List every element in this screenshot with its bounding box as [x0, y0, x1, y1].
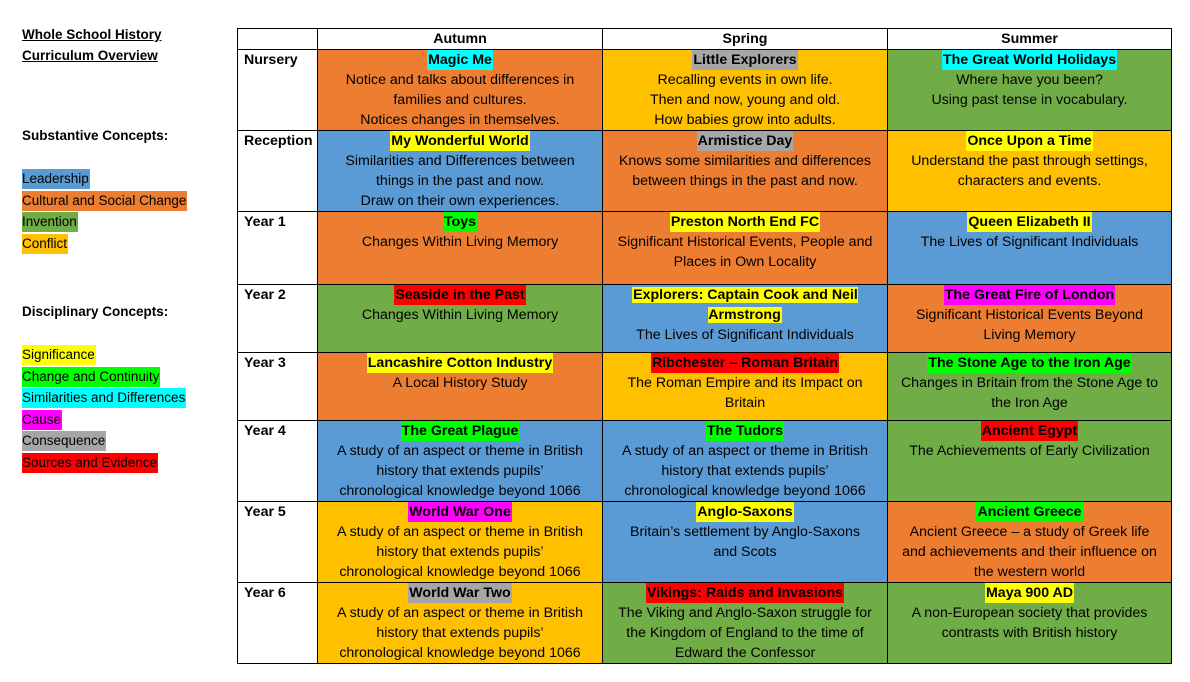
cell-year2-spring — [603, 285, 888, 353]
cell-year4-summer — [888, 421, 1172, 502]
topic-desc: Where have you been? — [956, 72, 1103, 88]
topic-desc: The Lives of Significant Individuals — [636, 327, 854, 343]
topic-desc: Changes Within Living Memory — [361, 307, 559, 323]
topic-title: Once Upon a Time — [967, 133, 1092, 149]
topic-desc: chronological knowledge beyond 1066 — [624, 483, 866, 499]
topic-title: Magic Me — [428, 52, 492, 68]
legend-consequence: Consequence — [22, 431, 106, 451]
corner-cell — [238, 29, 318, 50]
cell-year6-spring — [603, 583, 888, 664]
topic-title: Armistice Day — [697, 133, 793, 149]
cell-year1-summer — [888, 212, 1172, 285]
substantive-legend — [22, 169, 187, 255]
topic-desc: A study of an aspect or theme in British — [336, 524, 584, 540]
cell-year3-summer — [888, 353, 1172, 421]
topic-desc: The Achievements of Early Civilization — [909, 443, 1150, 459]
row-label: Year 5 — [238, 502, 318, 583]
table-row — [238, 502, 1172, 583]
topic-desc: between things in the past and now. — [632, 173, 858, 189]
topic-desc: How babies grow into adults. — [654, 112, 836, 128]
legend-leadership: Leadership — [22, 169, 90, 189]
topic-desc: Edward the Confessor — [674, 645, 816, 661]
topic-desc: history that extends pupils’ — [661, 463, 829, 479]
row-label: Reception — [238, 131, 318, 212]
topic-desc: Then and now, young and old. — [649, 92, 841, 108]
cell-reception-autumn — [318, 131, 603, 212]
legend-conflict: Conflict — [22, 234, 68, 254]
disciplinary-legend — [22, 345, 186, 475]
table-row — [238, 583, 1172, 664]
table-row — [238, 50, 1172, 131]
disciplinary-concepts-heading: Disciplinary Concepts: — [22, 304, 169, 319]
topic-desc: Knows some similarities and differences — [618, 153, 872, 169]
topic-title: The Tudors — [706, 423, 784, 439]
topic-desc: The Viking and Anglo-Saxon struggle for — [618, 605, 872, 621]
topic-desc: Notices changes in themselves. — [360, 112, 560, 128]
topic-title: Ribchester – Roman Britain — [651, 355, 839, 371]
topic-title: Lancashire Cotton Industry — [367, 355, 553, 371]
topic-title: My Wonderful World — [391, 133, 529, 149]
topic-desc: Significant Historical Events Beyond — [915, 307, 1144, 323]
topic-desc: the western world — [973, 564, 1086, 580]
topic-desc: The Lives of Significant Individuals — [920, 234, 1139, 250]
cell-year3-autumn — [318, 353, 603, 421]
legend-invention: Invention — [22, 212, 78, 232]
topic-desc: the Iron Age — [991, 395, 1068, 411]
topic-desc: things in the past and now. — [375, 173, 544, 189]
legend-similarities-differences: Similarities and Differences — [22, 388, 186, 408]
table-row — [238, 421, 1172, 502]
header-autumn: Autumn — [318, 29, 603, 50]
topic-desc: Notice and talks about differences in — [345, 72, 575, 88]
cell-year4-spring — [603, 421, 888, 502]
curriculum-table — [237, 28, 1172, 664]
legend-sources-evidence: Sources and Evidence — [22, 453, 158, 473]
cell-year4-autumn — [318, 421, 603, 502]
topic-desc: history that extends pupils’ — [376, 625, 544, 641]
topic-desc: Similarities and Differences between — [345, 153, 575, 169]
topic-desc: Ancient Greece – a study of Greek life — [909, 524, 1150, 540]
row-label: Nursery — [238, 50, 318, 131]
topic-title: The Stone Age to the Iron Age — [928, 355, 1131, 371]
sidebar — [22, 24, 232, 470]
row-label: Year 2 — [238, 285, 318, 353]
topic-desc: families and cultures. — [393, 92, 527, 108]
cell-reception-spring — [603, 131, 888, 212]
topic-desc: and Scots — [713, 544, 777, 560]
topic-title: Anglo-Saxons — [697, 504, 793, 520]
topic-desc: chronological knowledge beyond 1066 — [339, 564, 581, 580]
topic-desc: A study of an aspect or theme in British — [336, 443, 584, 459]
topic-title: Little Explorers — [693, 52, 797, 68]
cell-year1-spring — [603, 212, 888, 285]
cell-nursery-summer — [888, 50, 1172, 131]
legend-significance: Significance — [22, 345, 96, 365]
topic-desc: Britain — [724, 395, 766, 411]
cell-year1-autumn — [318, 212, 603, 285]
topic-desc: Britain’s settlement by Anglo-Saxons — [629, 524, 860, 540]
topic-desc: Places in Own Locality — [673, 254, 817, 270]
table-row — [238, 212, 1172, 285]
cell-year3-spring — [603, 353, 888, 421]
substantive-concepts-heading: Substantive Concepts: — [22, 128, 169, 143]
topic-title: World War Two — [409, 585, 511, 601]
topic-desc: Changes in Britain from the Stone Age to — [900, 375, 1159, 391]
topic-desc: Draw on their own experiences. — [360, 193, 560, 209]
topic-desc: A study of an aspect or theme in British — [336, 605, 584, 621]
cell-nursery-spring — [603, 50, 888, 131]
row-label: Year 6 — [238, 583, 318, 664]
row-label: Year 4 — [238, 421, 318, 502]
topic-title: Maya 900 AD — [985, 585, 1073, 601]
topic-desc: chronological knowledge beyond 1066 — [339, 483, 581, 499]
topic-desc: chronological knowledge beyond 1066 — [339, 645, 581, 661]
legend-change-continuity: Change and Continuity — [22, 367, 160, 387]
topic-desc: The Roman Empire and its Impact on — [627, 375, 863, 391]
topic-title: The Great Fire of London — [944, 287, 1115, 303]
topic-title: Seaside in the Past — [395, 287, 525, 303]
cell-year5-summer — [888, 502, 1172, 583]
cell-year5-spring — [603, 502, 888, 583]
cell-year5-autumn — [318, 502, 603, 583]
header-row — [238, 29, 1172, 50]
topic-title: Explorers: Captain Cook and Neil Armstrong — [633, 287, 858, 323]
topic-desc: A study of an aspect or theme in British — [621, 443, 869, 459]
document-title-line-1: Whole School History — [22, 27, 162, 42]
topic-title: Queen Elizabeth II — [968, 214, 1091, 230]
topic-desc: Recalling events in own life. — [657, 72, 833, 88]
row-label: Year 3 — [238, 353, 318, 421]
topic-desc: the Kingdom of England to the time of — [626, 625, 864, 641]
topic-desc: history that extends pupils’ — [376, 544, 544, 560]
legend-cultural-social-change: Cultural and Social Change — [22, 191, 187, 211]
topic-desc: Significant Historical Events, People and — [617, 234, 873, 250]
topic-desc: Living Memory — [983, 327, 1076, 343]
topic-title: World War One — [409, 504, 511, 520]
topic-title: Preston North End FC — [670, 214, 820, 230]
topic-title: Ancient Greece — [977, 504, 1082, 520]
cell-year6-summer — [888, 583, 1172, 664]
topic-desc: Understand the past through settings, — [911, 153, 1148, 169]
row-label: Year 1 — [238, 212, 318, 285]
topic-title: Vikings: Raids and Invasions — [646, 585, 844, 601]
cell-nursery-autumn — [318, 50, 603, 131]
topic-desc: A Local History Study — [392, 375, 528, 391]
table-row — [238, 353, 1172, 421]
topic-title: The Great World Holidays — [942, 52, 1117, 68]
topic-title: Toys — [443, 214, 477, 230]
topic-title: Ancient Egypt — [981, 423, 1078, 439]
legend-cause: Cause — [22, 410, 62, 430]
header-spring: Spring — [603, 29, 888, 50]
topic-desc: Using past tense in vocabulary. — [931, 92, 1128, 108]
topic-desc: history that extends pupils’ — [376, 463, 544, 479]
topic-desc: Changes Within Living Memory — [361, 234, 559, 250]
table-row — [238, 285, 1172, 353]
topic-desc: contrasts with British history — [941, 625, 1118, 641]
topic-title: The Great Plague — [401, 423, 519, 439]
topic-desc: A non-European society that provides — [911, 605, 1148, 621]
cell-reception-summer — [888, 131, 1172, 212]
table-row — [238, 131, 1172, 212]
cell-year2-summer — [888, 285, 1172, 353]
header-summer: Summer — [888, 29, 1172, 50]
document-title-line-2: Curriculum Overview — [22, 48, 158, 63]
cell-year6-autumn — [318, 583, 603, 664]
topic-desc: and achievements and their influence on — [902, 544, 1157, 560]
topic-desc: characters and events. — [957, 173, 1102, 189]
cell-year2-autumn — [318, 285, 603, 353]
